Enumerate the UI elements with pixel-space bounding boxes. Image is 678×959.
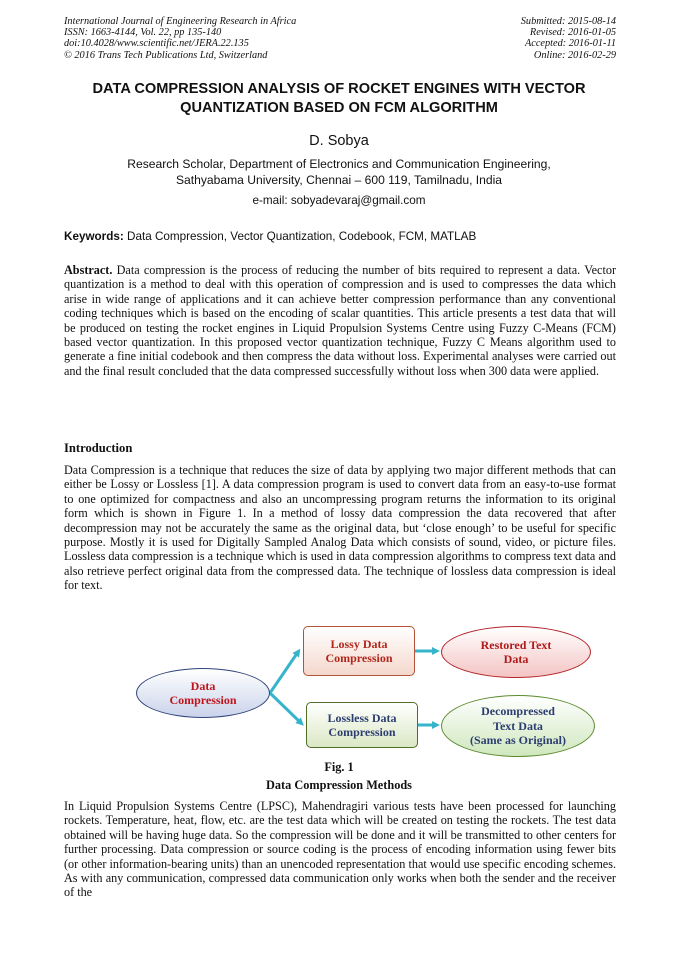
figure-caption: Data Compression Methods	[266, 778, 412, 792]
node-lossy-compression	[303, 626, 415, 676]
online-date: Online: 2016-02-29	[533, 49, 616, 61]
journal-name: International Journal of Engineering Research in Africa	[64, 16, 297, 27]
node-label: (Same as Original)	[470, 733, 566, 748]
body-paragraph: In Liquid Propulsion Systems Centre (LPSC), Mahendragiri various tests have been processed for launching rockets. Temperature, heat, flow, etc. are the test data which will be created on testing the rockets. The test data obtained will be having huge data. So the compression will be done and it will be transmitted to other centers for further processing. Data compression or source coding is the process of encoding information using fewer bits (or other information-bearing units) than an unencoded representation that would use specific encoding schemes. As with any communication, compressed data communication only works when both the sender and the receiver of the	[64, 799, 616, 900]
header-row	[64, 16, 616, 27]
header-row	[64, 38, 616, 49]
keywords-text: Data Compression, Vector Quantization, Codebook, FCM, MATLAB	[123, 230, 477, 243]
node-restored-text-data	[441, 626, 591, 678]
node-decompressed-text-data	[441, 695, 595, 757]
header-row	[64, 50, 616, 61]
node-data-compression	[136, 668, 270, 718]
journal-header	[64, 16, 616, 61]
figure-number: Fig. 1	[324, 760, 354, 774]
revised-date: Revised: 2016-01-05	[529, 27, 616, 39]
copyright: © 2016 Trans Tech Publications Ltd, Switzerland	[64, 49, 268, 61]
node-label: Lossless Data	[327, 710, 397, 725]
node-label: Restored Text	[480, 637, 552, 652]
affiliation-line: Sathyabama University, Chennai – 600 119, Tamilnadu, India	[175, 173, 503, 187]
abstract	[64, 263, 616, 378]
submitted-date: Submitted: 2015-08-14	[520, 16, 616, 27]
header-row	[64, 27, 616, 38]
section-heading-introduction: Introduction	[64, 441, 133, 455]
node-label: Data	[503, 652, 529, 666]
title-line: DATA COMPRESSION ANALYSIS OF ROCKET ENGINES WITH VECTOR	[92, 81, 586, 97]
node-label: Compression	[328, 725, 396, 739]
issn: ISSN: 1663-4144, Vol. 22, pp 135-140	[64, 27, 222, 39]
node-label: Data	[190, 678, 216, 693]
figure-data-compression-methods	[120, 622, 590, 752]
abstract-text: Data compression is the process of reducing the number of bits required to represent a data. Vector quantization is a method to deal with this operation of compression and is used to compresses the data which arise in wide range of applications and it can achieve better compression performance than any conventional coding techniques which is based on the encoding of scalar quantities. This article presents a test data that will be produced on testing the rocket engines in Liquid Propulsion Systems Centre using Fuzzy C-Means (FCM) based vector quantization. In this proposed vector quantization technique, Fuzzy C Means algorithm used to generate a fine initial codebook and then compress the data without loss. Experimental analyses were carried out and the final result concluded that the data compressed successfully without loss when 300 data were applied.	[64, 263, 616, 378]
arrow-to-lossy	[270, 652, 298, 693]
affiliation-line: Research Scholar, Department of Electronics and Communication Engineering,	[127, 157, 551, 171]
title-line: QUANTIZATION BASED ON FCM ALGORITHM	[180, 100, 498, 116]
author-name: D. Sobya	[309, 133, 369, 149]
node-lossless-compression	[306, 702, 418, 748]
introduction-paragraph: Data Compression is a technique that reduces the size of data by applying two major different methods that can either be Lossy or Lossless [1]. A data compression program is used to convert data from an easy-to-use format to one optimized for compactness and also an uncompressing program returns the information to its original form which is shown in Figure 1. In a method of lossy data compression the data recovered that after decompression may not be accurately the same as the original data, but ‘close enough’ to be useful for specific purpose. Mostly it is used for Digitally Sampled Analog Data which consists of sound, video, or picture files. Lossless data compression is a technique which is used in data compression algorithms to compress text data and also retrieve perfect original data from the compressed data. The technique of lossless data compression is ideal for text.	[64, 463, 616, 593]
keywords-label: Keywords:	[64, 230, 124, 243]
doi: doi:10.4028/www.scientific.net/JERA.22.135	[64, 38, 249, 50]
abstract-label: Abstract.	[64, 263, 113, 277]
node-label: Compression	[325, 651, 393, 665]
paper-title	[40, 80, 638, 118]
keywords	[64, 230, 624, 243]
node-label: Decompressed	[481, 704, 555, 719]
arrow-to-lossless	[270, 693, 301, 723]
node-label: Lossy Data	[330, 636, 388, 651]
author-email: e-mail: sobyadevaraj@gmail.com	[252, 194, 426, 207]
node-label: Compression	[169, 693, 237, 707]
accepted-date: Accepted: 2016-01-11	[524, 38, 616, 50]
affiliation	[0, 156, 678, 188]
node-label: Text Data	[493, 718, 543, 733]
